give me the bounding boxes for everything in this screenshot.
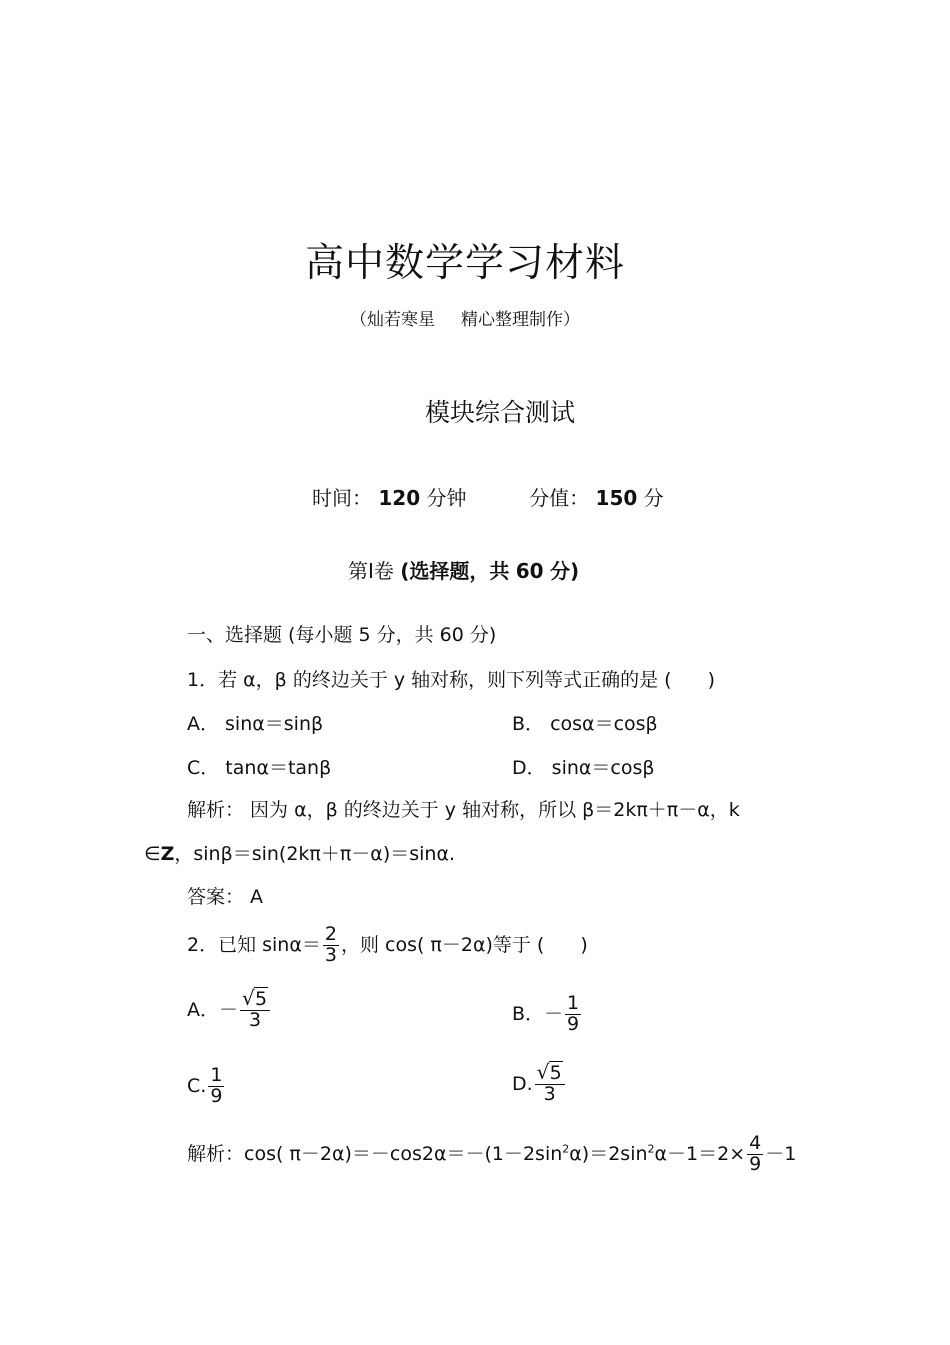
- volume-suffix: 分): [549, 559, 580, 583]
- q2-d-sqrt: 5: [549, 1062, 562, 1084]
- q2-c-den: 9: [210, 1084, 223, 1107]
- q1-analysis-rest: ，sinβ＝sin(2kπ＋π－α)＝sinα.: [174, 843, 456, 865]
- q2-b-label: B．－: [512, 1002, 564, 1025]
- subtitle-left: （灿若寒星: [350, 310, 435, 330]
- q2-stem-post: ，则 cos( π－2α)等于 (: [340, 933, 545, 956]
- q1-analysis-line1: 解析： 因为 α，β 的终边关于 y 轴对称，所以 β＝2kπ＋π－α，k: [187, 799, 740, 821]
- score-label: 分值：: [529, 486, 590, 510]
- q1-analysis-z: Z: [160, 843, 175, 865]
- q2-d-label: D.: [512, 1072, 533, 1095]
- q2-analysis-pre: 解析：cos( π－2α)＝－cos2α＝－(1－2sin: [187, 1142, 563, 1165]
- section-heading: 一、选择题 (每小题 5 分，共 60 分): [187, 624, 497, 646]
- q2-b-den: 9: [567, 1012, 580, 1035]
- q2-option-b: [512, 994, 583, 1035]
- module-title: 模块综合测试: [424, 398, 575, 427]
- q1-analysis-in: ∈: [144, 843, 161, 865]
- document-subtitle: [0, 305, 930, 330]
- q2-option-d: [512, 1060, 567, 1105]
- q2-c-label: C.: [187, 1074, 207, 1097]
- volume-prefix: 第Ⅰ卷: [348, 559, 394, 583]
- sqrt-icon: √ 5: [536, 1060, 562, 1084]
- time-value: 120: [378, 486, 421, 510]
- q1-answer: 答案： A: [187, 886, 264, 908]
- q2-d-den: 3: [543, 1082, 556, 1105]
- q2-stem: [187, 925, 588, 966]
- q2-analysis-post: －1: [765, 1142, 797, 1165]
- q1-option-b: B． cosα＝cosβ: [512, 713, 658, 735]
- subtitle-right: 精心整理制作）: [461, 310, 580, 330]
- q1-option-c: C． tanα＝tanβ: [187, 757, 332, 779]
- q2-analysis-mid1: α)＝2sin: [569, 1142, 648, 1165]
- q2-a-label: A．－: [187, 998, 238, 1021]
- q2-a-num: [240, 986, 270, 1011]
- q2-option-a: [187, 986, 272, 1031]
- q1-option-a: A． sinα＝sinβ: [187, 713, 324, 735]
- q2-d-fraction: [535, 1060, 565, 1105]
- q2-option-c: [187, 1066, 226, 1107]
- q2-stem-pre: 2．已知 sinα＝: [187, 933, 321, 956]
- q2-analysis: [187, 1134, 796, 1175]
- q1-stem: [187, 665, 715, 692]
- document-title: 高中数学学习材料: [304, 241, 625, 286]
- q2-d-num: [535, 1060, 565, 1085]
- time-unit: 分钟: [426, 486, 467, 510]
- volume-heading: [348, 555, 579, 584]
- q2-stem-fraction: [323, 925, 339, 966]
- q2-c-num: 1: [210, 1064, 223, 1086]
- q2-analysis-sup2: 2: [647, 1142, 655, 1156]
- q2-a-fraction: [240, 986, 270, 1031]
- q1-analysis-line2: [144, 839, 455, 866]
- q2-b-num: 1: [567, 992, 580, 1014]
- q1-option-d: D． sinα＝cosβ: [512, 757, 655, 779]
- q1-stem-close: ): [707, 669, 716, 691]
- q2-c-fraction: [208, 1066, 224, 1107]
- q2-stem-close: ): [580, 933, 588, 956]
- q2-stem-num: 2: [324, 923, 337, 945]
- q2-analysis-sup1: 2: [562, 1142, 570, 1156]
- q2-stem-den: 3: [324, 943, 337, 966]
- exam-info: [312, 482, 664, 511]
- volume-points: 60: [515, 559, 544, 583]
- volume-paren-text: (选择题，共: [400, 559, 510, 583]
- q1-stem-text: 1．若 α，β 的终边关于 y 轴对称，则下列等式正确的是 (: [187, 669, 672, 691]
- q2-analysis-den: 9: [749, 1152, 762, 1175]
- score-unit: 分: [643, 486, 664, 510]
- sqrt-icon: √ 5: [242, 986, 268, 1010]
- q2-analysis-num: 4: [749, 1132, 762, 1154]
- score-value: 150: [595, 486, 638, 510]
- q2-a-sqrt: 5: [255, 988, 268, 1010]
- q2-a-den: 3: [249, 1008, 262, 1031]
- time-label: 时间：: [312, 486, 372, 510]
- q2-analysis-fraction: [747, 1134, 763, 1175]
- q2-b-fraction: [565, 994, 581, 1035]
- q2-analysis-mid2: α－1＝2×: [654, 1142, 746, 1165]
